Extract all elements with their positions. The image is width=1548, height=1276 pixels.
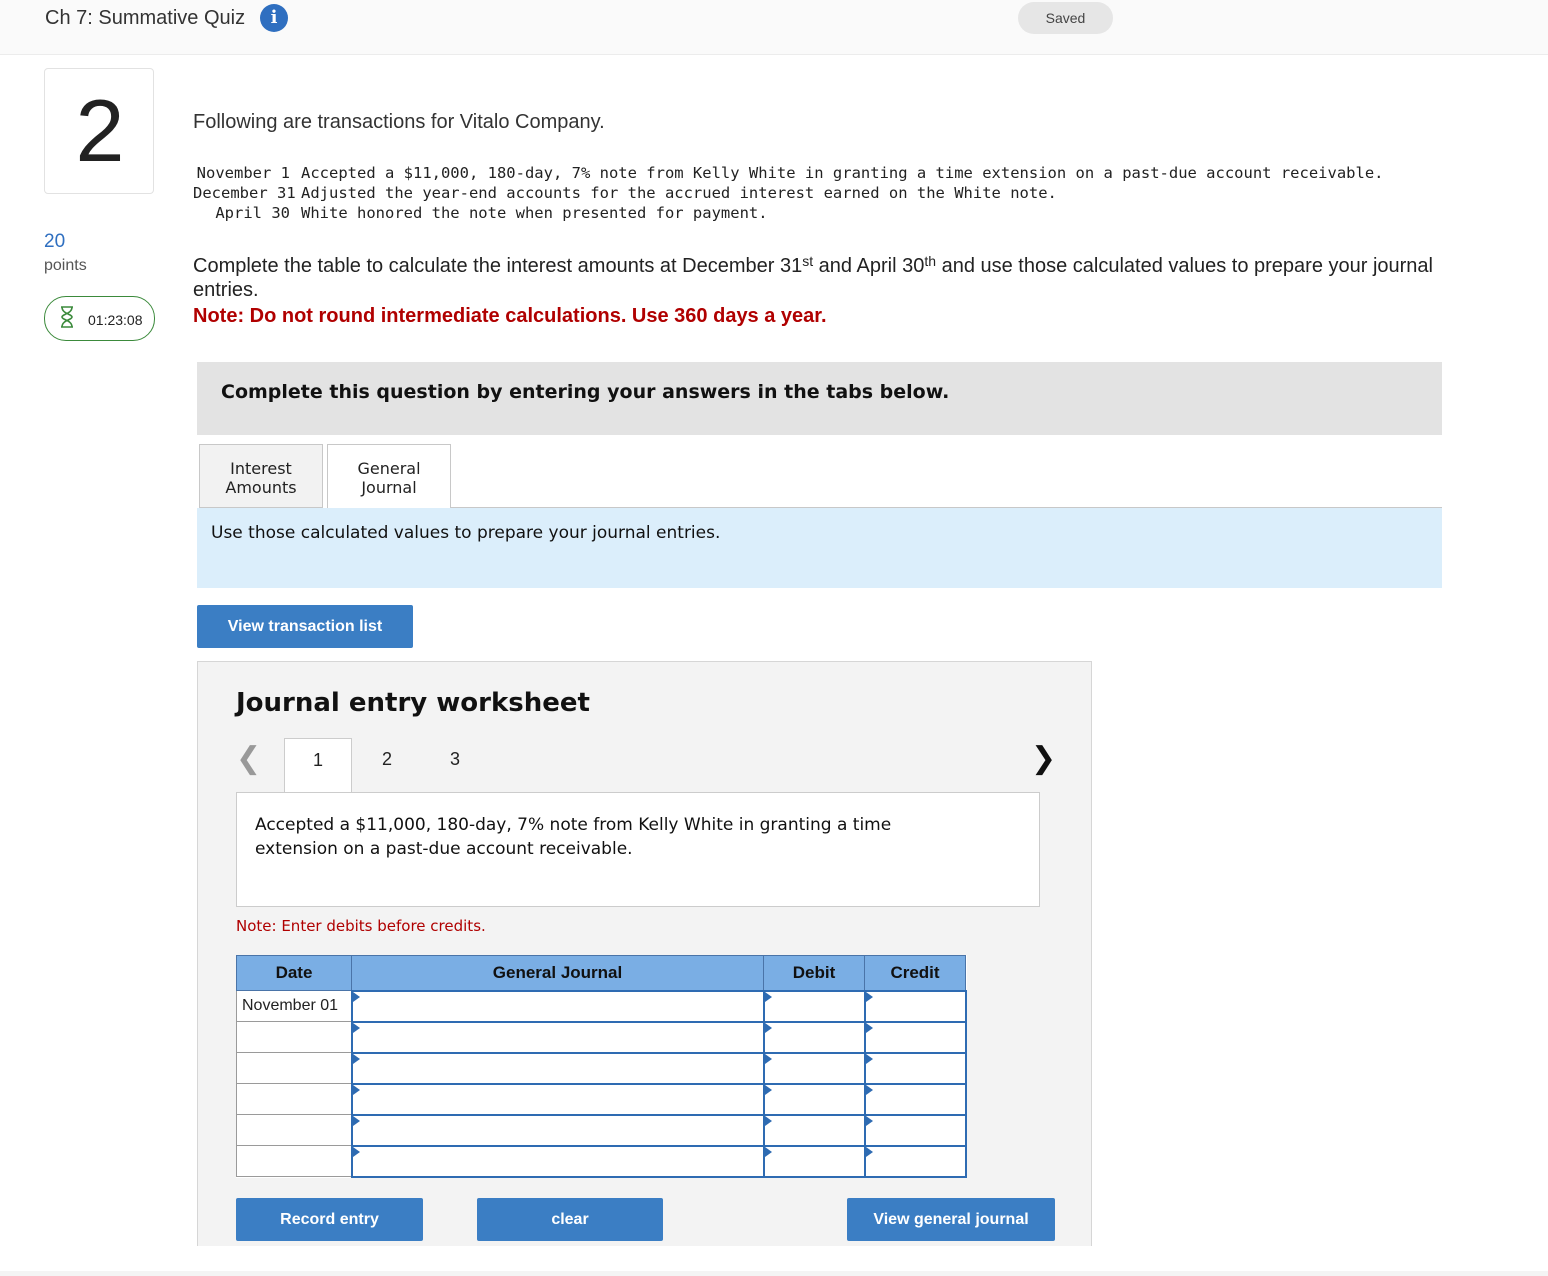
transaction-date: December 31	[193, 184, 296, 202]
step-tab-3[interactable]: 3	[449, 749, 460, 769]
view-general-journal-button[interactable]: View general journal	[847, 1198, 1055, 1241]
tab-label-line: General	[357, 459, 421, 478]
debit-input[interactable]	[764, 1084, 865, 1115]
debit-input[interactable]	[764, 1115, 865, 1146]
tab-label-line: Interest	[230, 459, 292, 478]
question-number-box	[44, 68, 154, 194]
instruction-text: and April 30	[813, 255, 925, 277]
transaction-text: White honored the note when presented for payment.	[301, 204, 768, 222]
date-cell	[237, 1053, 352, 1084]
question-instruction	[193, 254, 1483, 302]
rounding-note: Note: Do not round intermediate calculations. Use 360 days a year.	[193, 305, 827, 327]
tab-label-line: Amounts	[225, 478, 297, 497]
timer-text: 01:23:08	[88, 312, 143, 328]
credit-input[interactable]	[865, 1115, 966, 1146]
quiz-title: Ch 7: Summative Quiz	[45, 7, 246, 29]
date-cell	[237, 1115, 352, 1146]
transaction-date: April 30	[215, 204, 290, 222]
instruction-superscript: st	[802, 253, 814, 269]
transaction-description-box	[236, 792, 1040, 907]
tab-label-line: Journal	[361, 478, 417, 497]
column-header-credit: Credit	[865, 956, 966, 991]
column-header-debit: Debit	[764, 956, 865, 991]
credit-input[interactable]	[865, 1053, 966, 1084]
debit-input[interactable]	[764, 1053, 865, 1084]
journal-table	[236, 955, 967, 1178]
account-select[interactable]	[352, 991, 764, 1022]
record-entry-button[interactable]: Record entry	[236, 1198, 423, 1241]
transaction-date: November 1	[196, 164, 290, 182]
points-value: 20	[44, 231, 66, 252]
credit-input[interactable]	[865, 1022, 966, 1053]
timer-badge	[44, 296, 155, 341]
transaction-row	[193, 163, 1384, 183]
column-header-general-journal: General Journal	[352, 956, 764, 991]
table-row	[237, 1146, 966, 1177]
table-row	[237, 1084, 966, 1115]
account-select[interactable]	[352, 1084, 764, 1115]
date-cell	[237, 1084, 352, 1115]
debits-note: Note: Enter debits before credits.	[236, 917, 486, 935]
view-transaction-list-button[interactable]: View transaction list	[197, 605, 413, 648]
question-number: 2	[75, 81, 125, 180]
clear-button[interactable]: clear	[477, 1198, 663, 1241]
date-cell	[237, 1146, 352, 1177]
points-label: points	[44, 257, 87, 274]
debit-input[interactable]	[764, 1022, 865, 1053]
account-select[interactable]	[352, 1022, 764, 1053]
transaction-text: Adjusted the year-end accounts for the accrued interest earned on the White note.	[301, 184, 1057, 202]
credit-input[interactable]	[865, 1084, 966, 1115]
hourglass-icon	[59, 305, 75, 329]
account-select[interactable]	[352, 1146, 764, 1177]
instructions-banner	[197, 362, 1442, 435]
tab-instructions-text: Use those calculated values to prepare your journal entries.	[211, 523, 721, 543]
step-tab-1[interactable]: 1	[284, 738, 352, 794]
instruction-superscript: th	[924, 253, 937, 269]
tab-general-journal[interactable]	[327, 444, 451, 509]
debit-input[interactable]	[764, 1146, 865, 1177]
table-row	[237, 1022, 966, 1053]
banner-text: Complete this question by entering your answers in the tabs below.	[221, 381, 950, 403]
journal-header-row	[237, 956, 966, 991]
transaction-description: Accepted a $11,000, 180-day, 7% note from Kelly White in granting a time extension on a past-due account receivable.	[255, 815, 892, 859]
account-select[interactable]	[352, 1053, 764, 1084]
step-tab-2[interactable]: 2	[381, 749, 392, 769]
credit-input[interactable]	[865, 991, 966, 1022]
transaction-row	[193, 203, 1384, 223]
date-cell	[237, 1022, 352, 1053]
transaction-list	[193, 163, 1384, 223]
credit-input[interactable]	[865, 1146, 966, 1177]
transaction-row	[193, 183, 1384, 203]
top-bar	[0, 0, 1548, 55]
journal-entry-worksheet	[197, 661, 1092, 1246]
date-cell: November 01	[237, 991, 352, 1022]
table-row	[237, 1053, 966, 1084]
tab-instructions-panel	[197, 508, 1442, 588]
instruction-text: Complete the table to calculate the interest amounts at December 31	[193, 255, 803, 277]
tab-interest-amounts[interactable]	[199, 444, 323, 508]
bottom-divider	[0, 1271, 1548, 1276]
table-row	[237, 991, 966, 1022]
worksheet-title: Journal entry worksheet	[236, 688, 590, 718]
chevron-left-icon[interactable]: ❮	[236, 741, 262, 776]
debit-input[interactable]	[764, 991, 865, 1022]
account-select[interactable]	[352, 1115, 764, 1146]
saved-status-badge: Saved	[1018, 2, 1113, 34]
info-icon[interactable]: i	[260, 4, 288, 32]
instruction-text: and use those calculated values to prepare your journal entries.	[193, 255, 1433, 301]
question-intro: Following are transactions for Vitalo Company.	[193, 111, 605, 133]
transaction-text: Accepted a $11,000, 180-day, 7% note from Kelly White in granting a time extension on a past-due account receivable.	[301, 164, 1384, 182]
chevron-right-icon[interactable]: ❯	[1031, 741, 1057, 776]
column-header-date: Date	[237, 956, 352, 991]
table-row	[237, 1115, 966, 1146]
